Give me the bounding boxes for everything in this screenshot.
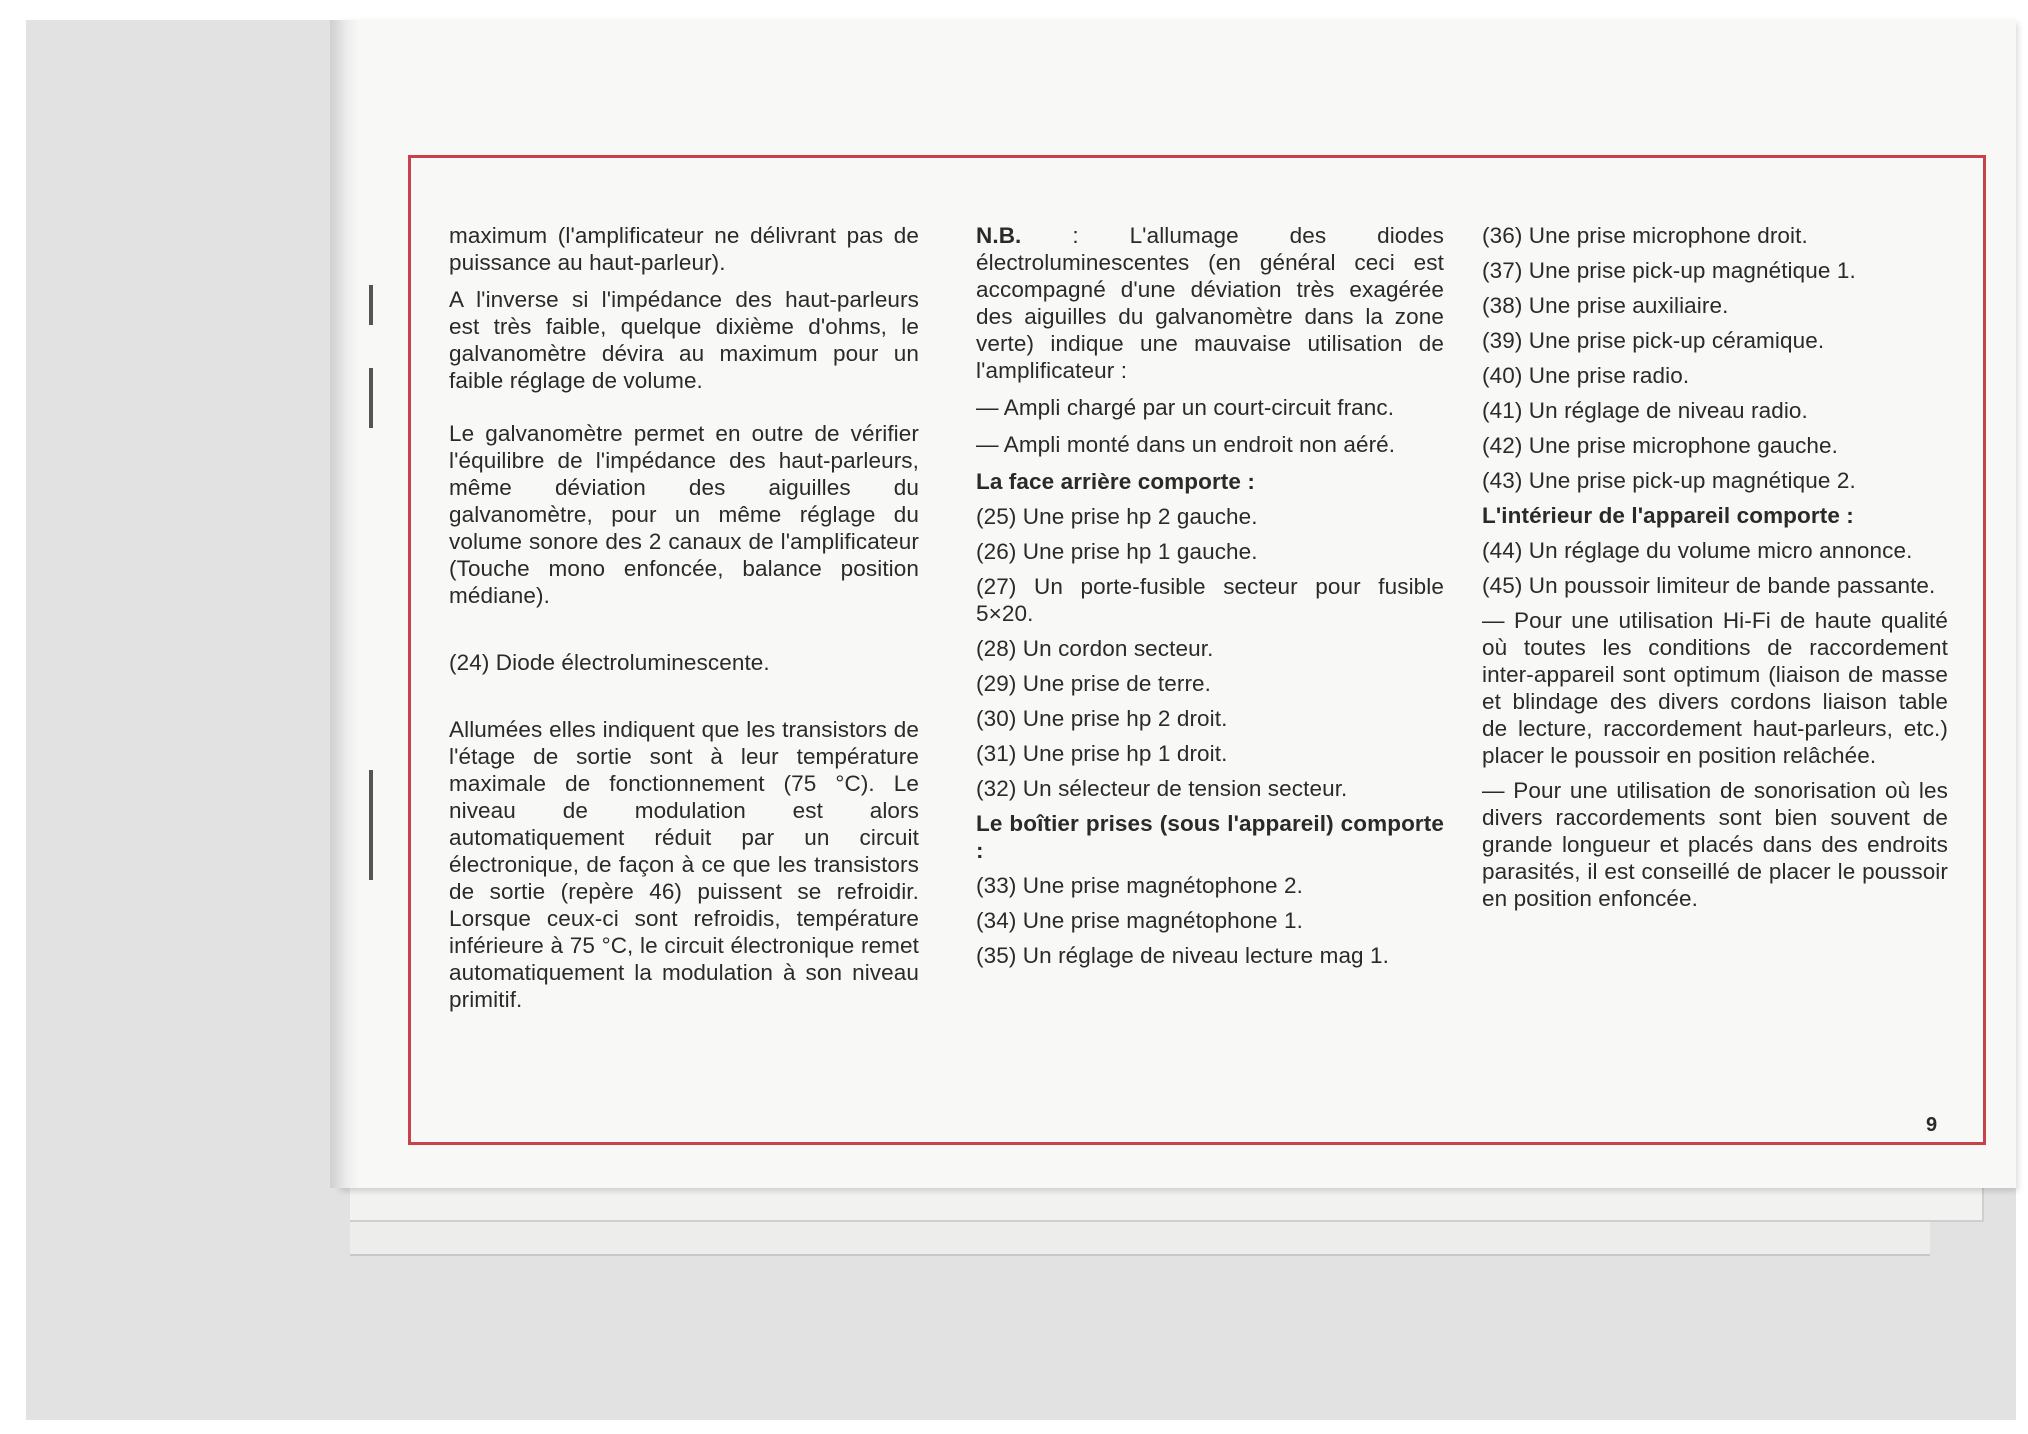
note-text: : L'allumage des diodes électroluminescentes (en général ceci est accompagné d'une déviation très exagérée des aiguilles du galvanomètre dans la zone verte) indique une mauvaise utilisation de l'amplificateur : <box>976 223 1444 383</box>
dash-item: — Pour une utilisation de sonorisation où les divers raccordements sont bien souvent de grande longueur et placés dans des endroits parasités, il est conseillé de placer le poussoir en position enfoncée. <box>1482 778 1948 911</box>
binding-mark <box>369 770 373 880</box>
text-column-1 <box>449 222 919 1013</box>
note-label: N.B. <box>976 223 1022 248</box>
list-item: (37) Une prise pick-up magnétique 1. <box>1482 258 1856 283</box>
list-item: (36) Une prise microphone droit. <box>1482 223 1808 248</box>
section-heading: Le boîtier prises (sous l'appareil) comporte : <box>976 811 1444 863</box>
paragraph: (24) Diode électroluminescente. <box>449 650 770 675</box>
list-item: (32) Un sélecteur de tension secteur. <box>976 776 1348 801</box>
list-item: (35) Un réglage de niveau lecture mag 1. <box>976 943 1389 968</box>
list-item: (45) Un poussoir limiteur de bande passante. <box>1482 573 1936 598</box>
scan-margin-top <box>0 0 2028 20</box>
list-item: (27) Un porte-fusible secteur pour fusible 5×20. <box>976 574 1444 626</box>
list-item: (30) Une prise hp 2 droit. <box>976 706 1228 731</box>
list-item: (29) Une prise de terre. <box>976 671 1212 696</box>
list-item: (26) Une prise hp 1 gauche. <box>976 539 1258 564</box>
list-item: (43) Une prise pick-up magnétique 2. <box>1482 468 1856 493</box>
paragraph: Allumées elles indiquent que les transistors de l'étage de sortie sont à leur température maximale de fonctionnement (75 °C). Le niveau de modulation est alors automatiquement réduit par un circuit électronique, de façon à ce que les transistors de sortie (repère 46) puissent se refroidir. Lorsque ceux-ci sont refroidis, température inférieure à 75 °C, le circuit électronique remet automatiquement la modulation à son niveau primitif. <box>449 717 919 1012</box>
text-column-3 <box>1482 222 1948 912</box>
list-item: (28) Un cordon secteur. <box>976 636 1214 661</box>
binding-mark <box>369 285 373 325</box>
list-item: (34) Une prise magnétophone 1. <box>976 908 1303 933</box>
text-column-2 <box>976 222 1444 977</box>
list-item: (41) Un réglage de niveau radio. <box>1482 398 1808 423</box>
list-item: (42) Une prise microphone gauche. <box>1482 433 1838 458</box>
binding-mark <box>369 368 373 428</box>
page-number: 9 <box>1926 1114 1938 1136</box>
section-heading: L'intérieur de l'appareil comporte : <box>1482 503 1854 528</box>
list-item: (25) Une prise hp 2 gauche. <box>976 504 1258 529</box>
list-item: (44) Un réglage du volume micro annonce. <box>1482 538 1913 563</box>
dash-item: — Ampli monté dans un endroit non aéré. <box>976 432 1396 457</box>
list-item: (39) Une prise pick-up céramique. <box>1482 328 1825 353</box>
scan-margin-right <box>2016 0 2028 1434</box>
list-item: (38) Une prise auxiliaire. <box>1482 293 1729 318</box>
list-item: (33) Une prise magnétophone 2. <box>976 873 1303 898</box>
dash-item: — Ampli chargé par un court-circuit franc. <box>976 395 1395 420</box>
scan-margin-bottom <box>0 1420 2028 1434</box>
section-heading: La face arrière comporte : <box>976 469 1255 494</box>
page-binding <box>330 20 360 1188</box>
note-paragraph <box>976 222 1444 384</box>
list-item: (31) Une prise hp 1 droit. <box>976 741 1228 766</box>
list-item: (40) Une prise radio. <box>1482 363 1690 388</box>
paragraph: maximum (l'amplificateur ne délivrant pas de puissance au haut-parleur). <box>449 223 919 275</box>
scan-margin-left <box>0 0 26 1434</box>
paragraph: A l'inverse si l'impédance des haut-parleurs est très faible, quelque dixième d'ohms, le galvanomètre dévira au maximum pour un faible réglage de volume. <box>449 287 919 393</box>
paragraph: Le galvanomètre permet en outre de vérifier l'équilibre de l'impédance des haut-parleurs, même déviation des aiguilles du galvanomètre, pour un même réglage du volume sonore des 2 canaux de l'amplificateur (Touche mono enfoncée, balance position médiane). <box>449 421 919 608</box>
dash-item: — Pour une utilisation Hi-Fi de haute qualité où toutes les conditions de raccordement inter-appareil sont optimum (liaison de masse et blindage des divers cordons liaison table de lecture, raccordement haut-parleurs, etc.) placer le poussoir en position relâchée. <box>1482 608 1948 768</box>
